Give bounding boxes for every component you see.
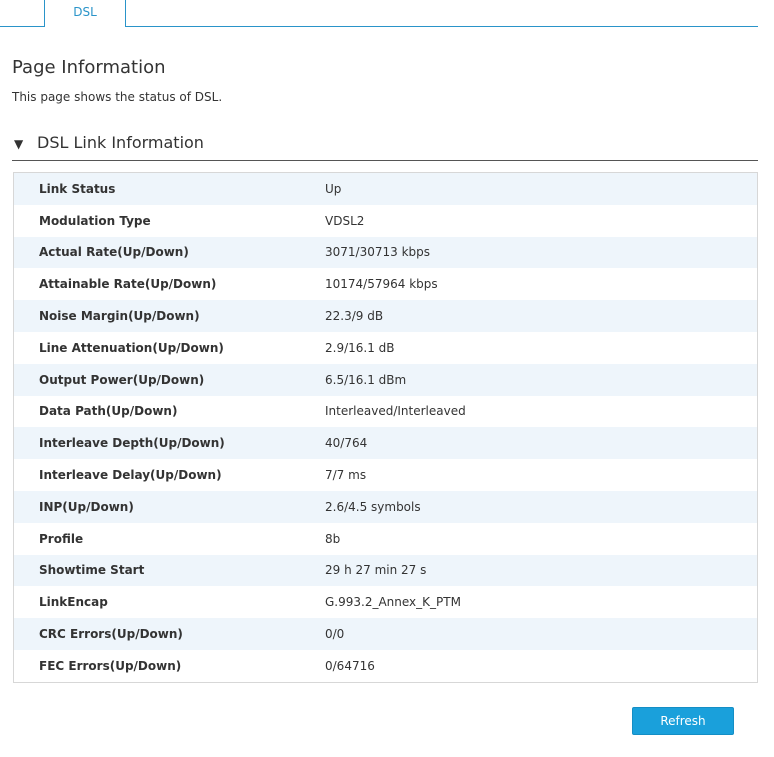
- row-label: INP(Up/Down): [39, 499, 134, 514]
- table-row: [14, 491, 758, 523]
- table-row: [14, 523, 758, 555]
- row-label: Interleave Delay(Up/Down): [39, 468, 222, 483]
- table-row: [14, 555, 758, 587]
- row-value: 10174/57964 kbps: [325, 277, 438, 292]
- tab-dsl[interactable]: DSL: [44, 0, 126, 27]
- row-label: Actual Rate(Up/Down): [39, 245, 189, 260]
- table-row: [14, 237, 758, 269]
- row-label: FEC Errors(Up/Down): [39, 658, 182, 673]
- row-value: 7/7 ms: [325, 468, 367, 483]
- page-title: Page Information: [12, 57, 166, 78]
- table-row: [14, 300, 758, 332]
- table-row: [14, 396, 758, 428]
- row-label: LinkEncap: [39, 595, 108, 610]
- row-label: Link Status: [39, 181, 116, 196]
- row-value: 2.6/4.5 symbols: [325, 499, 421, 514]
- row-value: 2.9/16.1 dB: [325, 340, 395, 355]
- table-row: [14, 173, 758, 205]
- table-row: [14, 586, 758, 618]
- refresh-button[interactable]: Refresh: [632, 707, 734, 735]
- row-value: 8b: [325, 531, 341, 546]
- row-value: Interleaved/Interleaved: [325, 404, 466, 419]
- row-label: Data Path(Up/Down): [39, 404, 178, 419]
- row-label: Profile: [39, 531, 84, 546]
- table-row: [14, 205, 758, 237]
- row-label: Showtime Start: [39, 563, 145, 578]
- row-label: Interleave Depth(Up/Down): [39, 436, 225, 451]
- row-value: 6.5/16.1 dBm: [325, 372, 407, 387]
- table-row: [14, 364, 758, 396]
- dsl-info-table: [13, 172, 758, 683]
- row-label: Attainable Rate(Up/Down): [39, 277, 217, 292]
- table-row: [14, 332, 758, 364]
- table-row: [14, 427, 758, 459]
- row-value: 0/64716: [325, 658, 375, 673]
- row-label: Output Power(Up/Down): [39, 372, 205, 387]
- row-value: 22.3/9 dB: [325, 309, 384, 324]
- row-value: 0/0: [325, 627, 345, 642]
- section-header-dsl-link-information[interactable]: [12, 132, 758, 161]
- page-description: This page shows the status of DSL.: [12, 90, 223, 104]
- row-value: VDSL2: [325, 213, 365, 228]
- tab-bar: [0, 0, 758, 27]
- row-label: Line Attenuation(Up/Down): [39, 340, 224, 355]
- table-row: [14, 459, 758, 491]
- row-label: Modulation Type: [39, 213, 151, 228]
- table-row: [14, 268, 758, 300]
- row-value: 3071/30713 kbps: [325, 245, 431, 260]
- table-row: [14, 618, 758, 650]
- row-value: G.993.2_Annex_K_PTM: [325, 595, 461, 610]
- section-title: DSL Link Information: [37, 133, 204, 152]
- table-row: [14, 650, 758, 682]
- row-value: 29 h 27 min 27 s: [325, 563, 427, 578]
- triangle-down-icon[interactable]: ▼: [14, 137, 24, 151]
- row-label: Noise Margin(Up/Down): [39, 309, 200, 324]
- row-value: Up: [325, 181, 342, 196]
- row-value: 40/764: [325, 436, 368, 451]
- row-label: CRC Errors(Up/Down): [39, 627, 183, 642]
